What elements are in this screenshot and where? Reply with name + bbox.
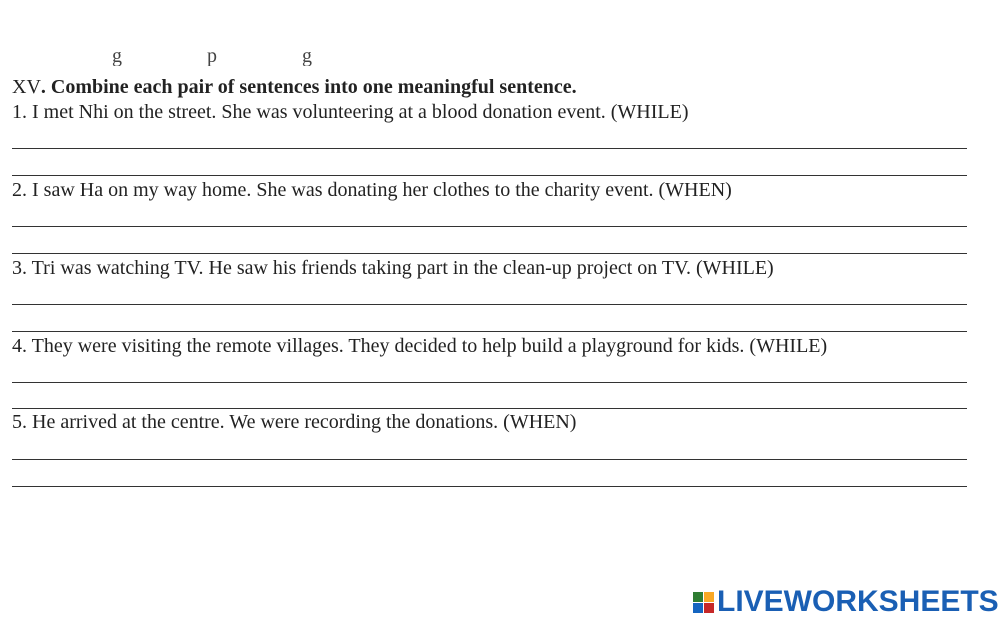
liveworksheets-logo — [693, 586, 999, 618]
cropped-text-fragment: g p g — [112, 52, 352, 66]
question-3: 3. Tri was watching TV. He saw his friends taking part in the clean-up project on TV. (WHILE) — [12, 257, 774, 279]
exercise-instruction: . Combine each pair of sentences into one meaningful sentence. — [40, 76, 577, 98]
answer-line-1b[interactable] — [12, 175, 967, 176]
logo-square-4 — [704, 603, 714, 613]
logo-square-2 — [704, 592, 714, 602]
answer-line-5a[interactable] — [12, 459, 967, 460]
answer-line-5b[interactable] — [12, 486, 967, 487]
logo-mark-icon — [693, 592, 714, 613]
exercise-heading — [12, 75, 577, 99]
logo-square-1 — [693, 592, 703, 602]
answer-line-3a[interactable] — [12, 304, 967, 305]
answer-line-4a[interactable] — [12, 382, 967, 383]
question-1: 1. I met Nhi on the street. She was volunteering at a blood donation event. (WHILE) — [12, 101, 689, 123]
question-5: 5. He arrived at the centre. We were recording the donations. (WHEN) — [12, 411, 577, 433]
logo-square-3 — [693, 603, 703, 613]
answer-line-3b[interactable] — [12, 331, 967, 332]
question-4: 4. They were visiting the remote villages. They decided to help build a playground for kids. (WHILE) — [12, 335, 828, 357]
answer-line-4b[interactable] — [12, 408, 967, 409]
answer-line-2b[interactable] — [12, 253, 967, 254]
answer-line-1a[interactable] — [12, 148, 967, 149]
answer-line-2a[interactable] — [12, 226, 967, 227]
logo-text: LIVEWORKSHEETS — [717, 585, 999, 618]
exercise-number: XV — [12, 76, 41, 98]
question-2: 2. I saw Ha on my way home. She was donating her clothes to the charity event. (WHEN) — [12, 179, 732, 201]
